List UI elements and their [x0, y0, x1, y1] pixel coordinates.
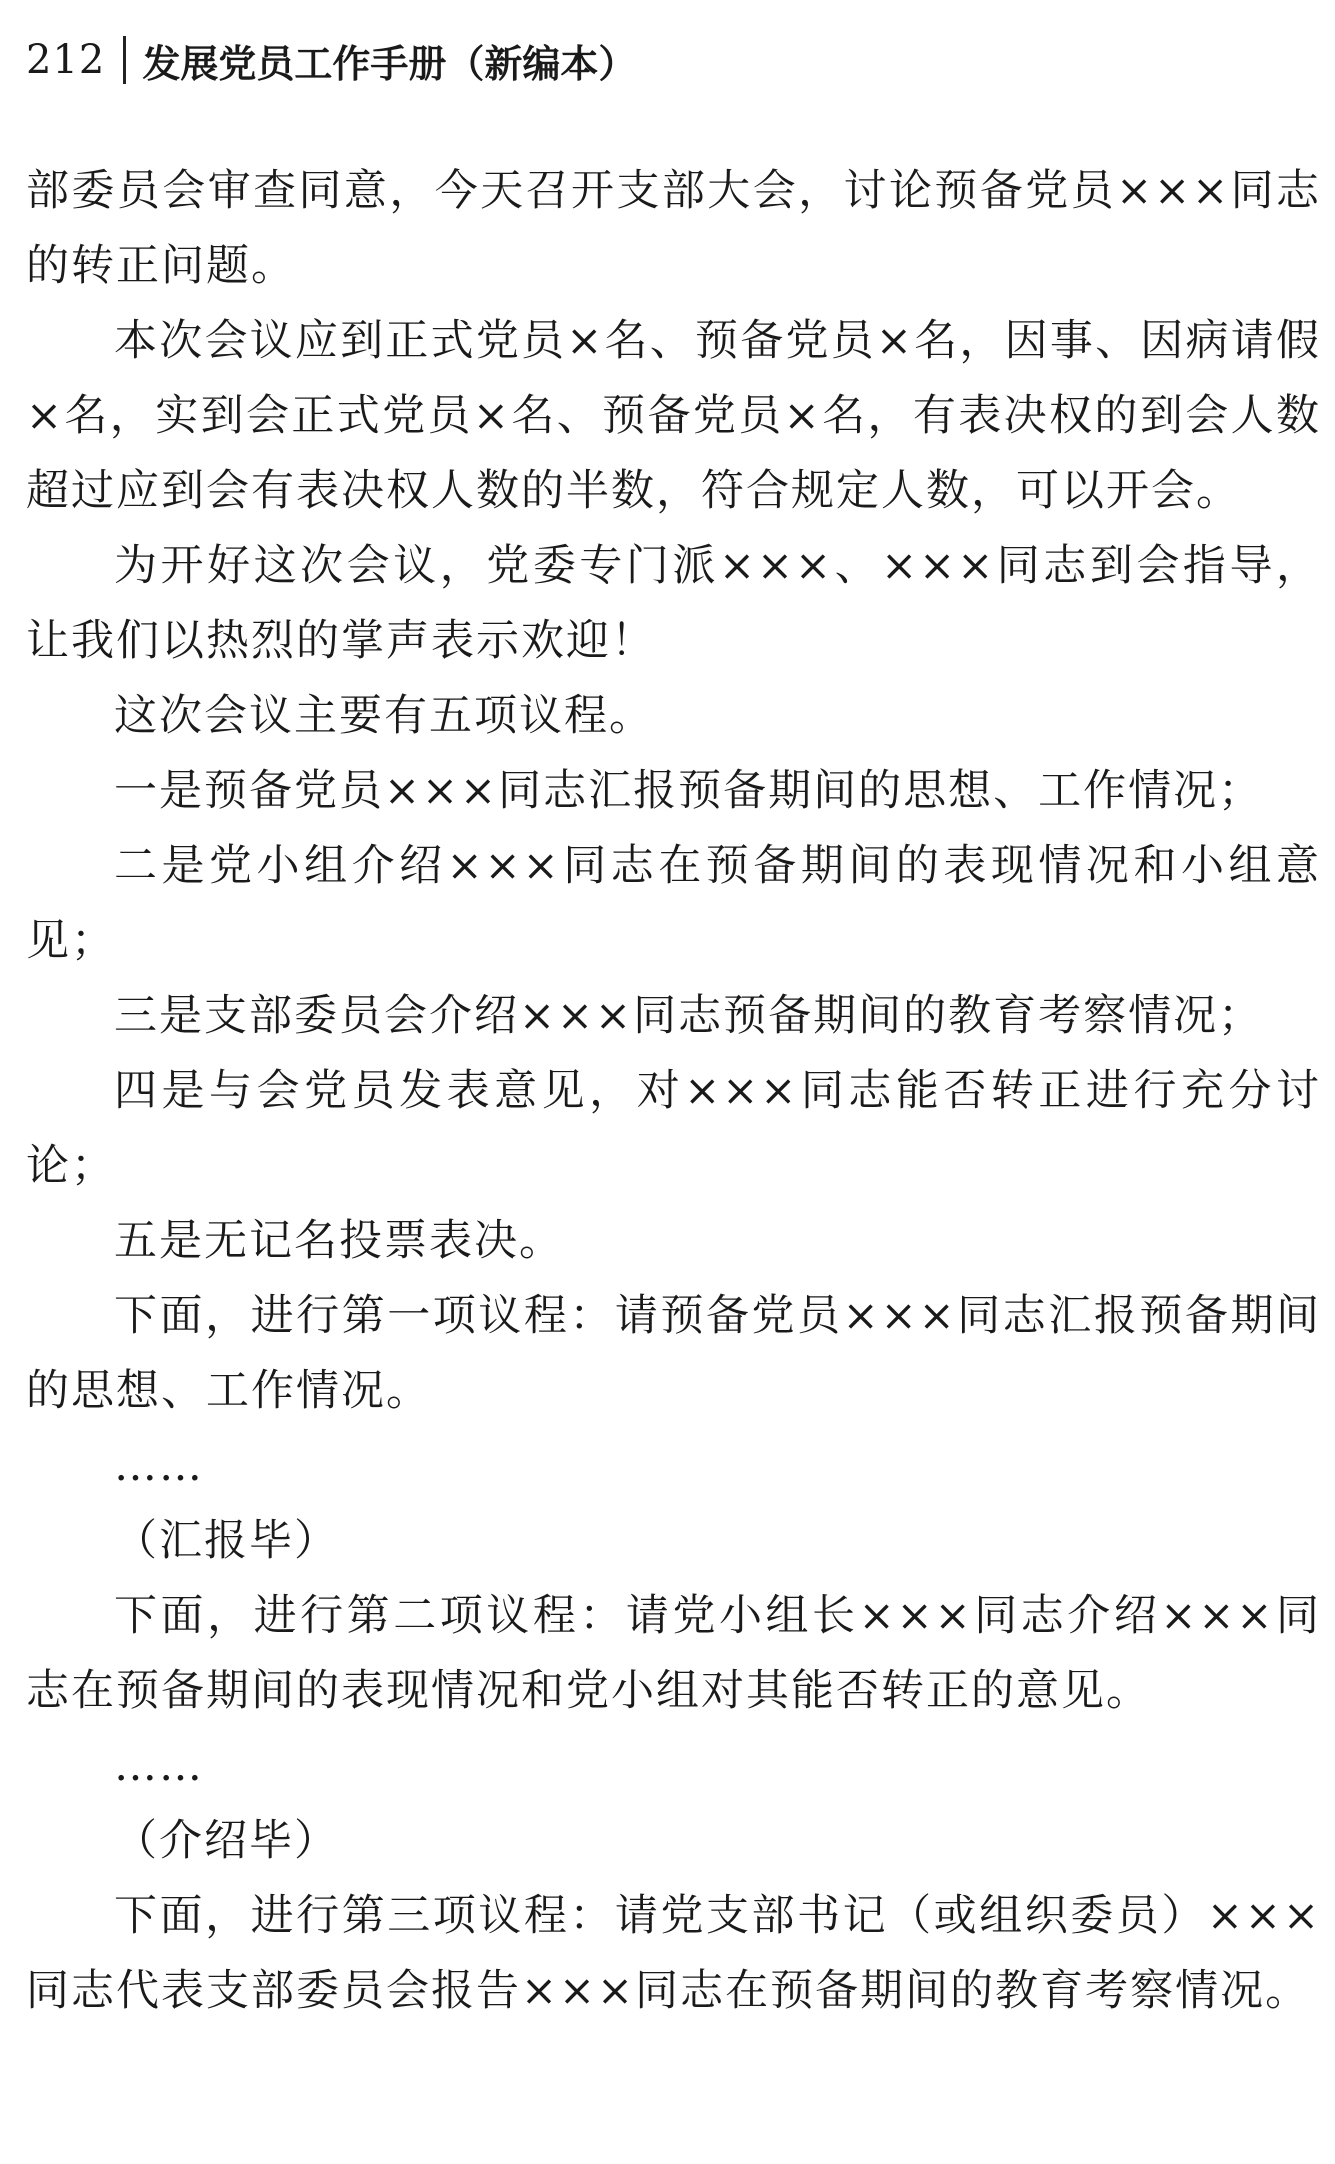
agenda-item-1: 一是预备党员×××同志汇报预备期间的思想、工作情况；: [114, 766, 1264, 816]
paragraph: 为开好这次会议，党委专门派×××、×××同志到会指导，让我们以热烈的掌声表示欢迎！: [26, 541, 1321, 666]
paragraph: 下面，进行第二项议程：请党小组长×××同志介绍×××同志在预备期间的表现情况和党小组对其能否转正的意见。: [26, 1591, 1321, 1716]
agenda-item-3: 三是支部委员会介绍×××同志预备期间的教育考察情况；: [114, 991, 1264, 1041]
body-text: [26, 154, 1321, 2029]
agenda-item-4: 四是与会党员发表意见，对×××同志能否转正进行充分讨论；: [26, 1066, 1321, 1191]
book-title: 发展党员工作手册（新编本）: [142, 40, 637, 86]
paragraph: 本次会议应到正式党员×名、预备党员×名，因事、因病请假×名，实到会正式党员×名、预备党员×名，有表决权的到会人数超过应到会有表决权人数的半数，符合规定人数，可以开会。: [26, 316, 1321, 516]
paragraph: 部委员会审查同意，今天召开支部大会，讨论预备党员×××同志的转正问题。: [26, 166, 1321, 291]
paragraph: 下面，进行第一项议程：请预备党员×××同志汇报预备期间的思想、工作情况。: [26, 1291, 1321, 1416]
agenda-item-5: 五是无记名投票表决。: [114, 1216, 564, 1266]
ellipsis: ……: [114, 1741, 204, 1791]
page-header: [26, 28, 1321, 92]
page-number: 212: [26, 37, 106, 83]
ellipsis: ……: [114, 1441, 204, 1491]
agenda-item-2: 二是党小组介绍×××同志在预备期间的表现情况和小组意见；: [26, 841, 1321, 966]
stage-note: （介绍毕）: [114, 1816, 339, 1866]
paragraph: 这次会议主要有五项议程。: [114, 691, 654, 741]
header-divider: [123, 36, 126, 84]
paragraph: 下面，进行第三项议程：请党支部书记（或组织委员）×××同志代表支部委员会报告×××同志在预备期间的教育考察情况。: [26, 1891, 1321, 2016]
stage-note: （汇报毕）: [114, 1516, 339, 1566]
